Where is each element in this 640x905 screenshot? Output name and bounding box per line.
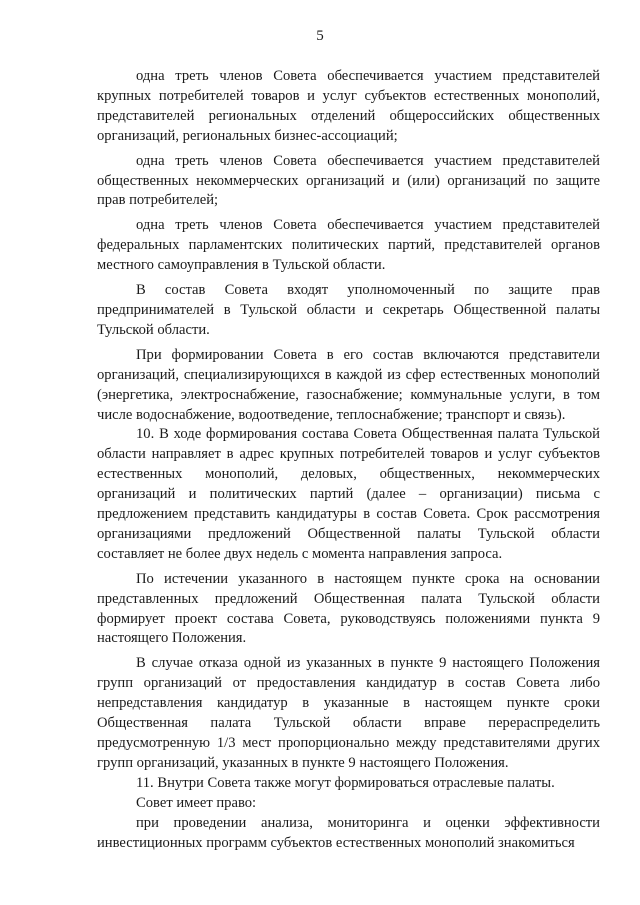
paragraph-council-third-nonprofits: одна треть членов Совета обеспечивается участием представителей общественных некоммерческих организаций и (или) организаций по защите прав потребителей; <box>97 152 600 209</box>
paragraph-council-members: В состав Совета входят уполномоченный по защите прав предпринимателей в Тульской области и секретарь Общественной палаты Тульской области. <box>97 282 600 338</box>
paragraph-analysis-right: при проведении анализа, мониторинга и оценки эффективности инвестиционных программ субъектов естественных монополий знакомиться <box>97 814 600 851</box>
paragraph-council-rights: Совет имеет право: <box>136 794 257 811</box>
page-number: 5 <box>316 28 324 44</box>
document-body <box>97 67 600 853</box>
paragraph-council-third-parties: одна треть членов Совета обеспечивается участием представителей федеральных парламентских политических партий, представителей органов местного самоуправления в Тульской области. <box>97 217 600 274</box>
paragraph-clause-10: 10. В ходе формирования состава Совета Общественная палата Тульской области направляет в адрес крупных потребителей товаров и услуг субъектов естественных монополий, деловых, общественных, некоммерческих организаций и политических партий (далее – организации) письма с предложением представить кандидатуры в состав Совета. Срок рассмотрения организациями предложений Общественной палаты Тульской области составляет не более двух недель с момента направления запроса. <box>97 426 600 562</box>
paragraph-clause-11: 11. Внутри Совета также могут формироваться отраслевые палаты. <box>136 774 555 791</box>
paragraph-council-formation: При формировании Совета в его состав включаются представители организаций, специализирующихся в каждой из сфер естественных монополий (энергетика, электроснабжение, газоснабжение; коммунальные услуги, в том числе водоснабжение, водоотведение, теплоснабжение; транспорт и связь). <box>97 346 600 423</box>
paragraph-redistribution: В случае отказа одной из указанных в пункте 9 настоящего Положения групп организаций от предоставления кандидатур в состав Совета либо непредставления кандидатур в указанные в настоящем пункте сроки Общественная палата Тульской области вправе перераспределить предусмотренную 1/3 мест пропорционально между представителями других групп организаций, указанных в пункте 9 настоящего Положения. <box>97 655 600 771</box>
paragraph-council-third-consumers: одна треть членов Совета обеспечивается участием представителей крупных потребителей товаров и услуг субъектов естественных монополий, представителей региональных отделений общероссийских общественных организаций, региональных бизнес-ассоциаций; <box>97 68 600 144</box>
paragraph-draft-composition: По истечении указанного в настоящем пункте срока на основании представленных предложений Общественная палата Тульской области формирует проект состава Совета, руководствуясь положениями пункта 9 настоящего Положения. <box>97 570 600 647</box>
